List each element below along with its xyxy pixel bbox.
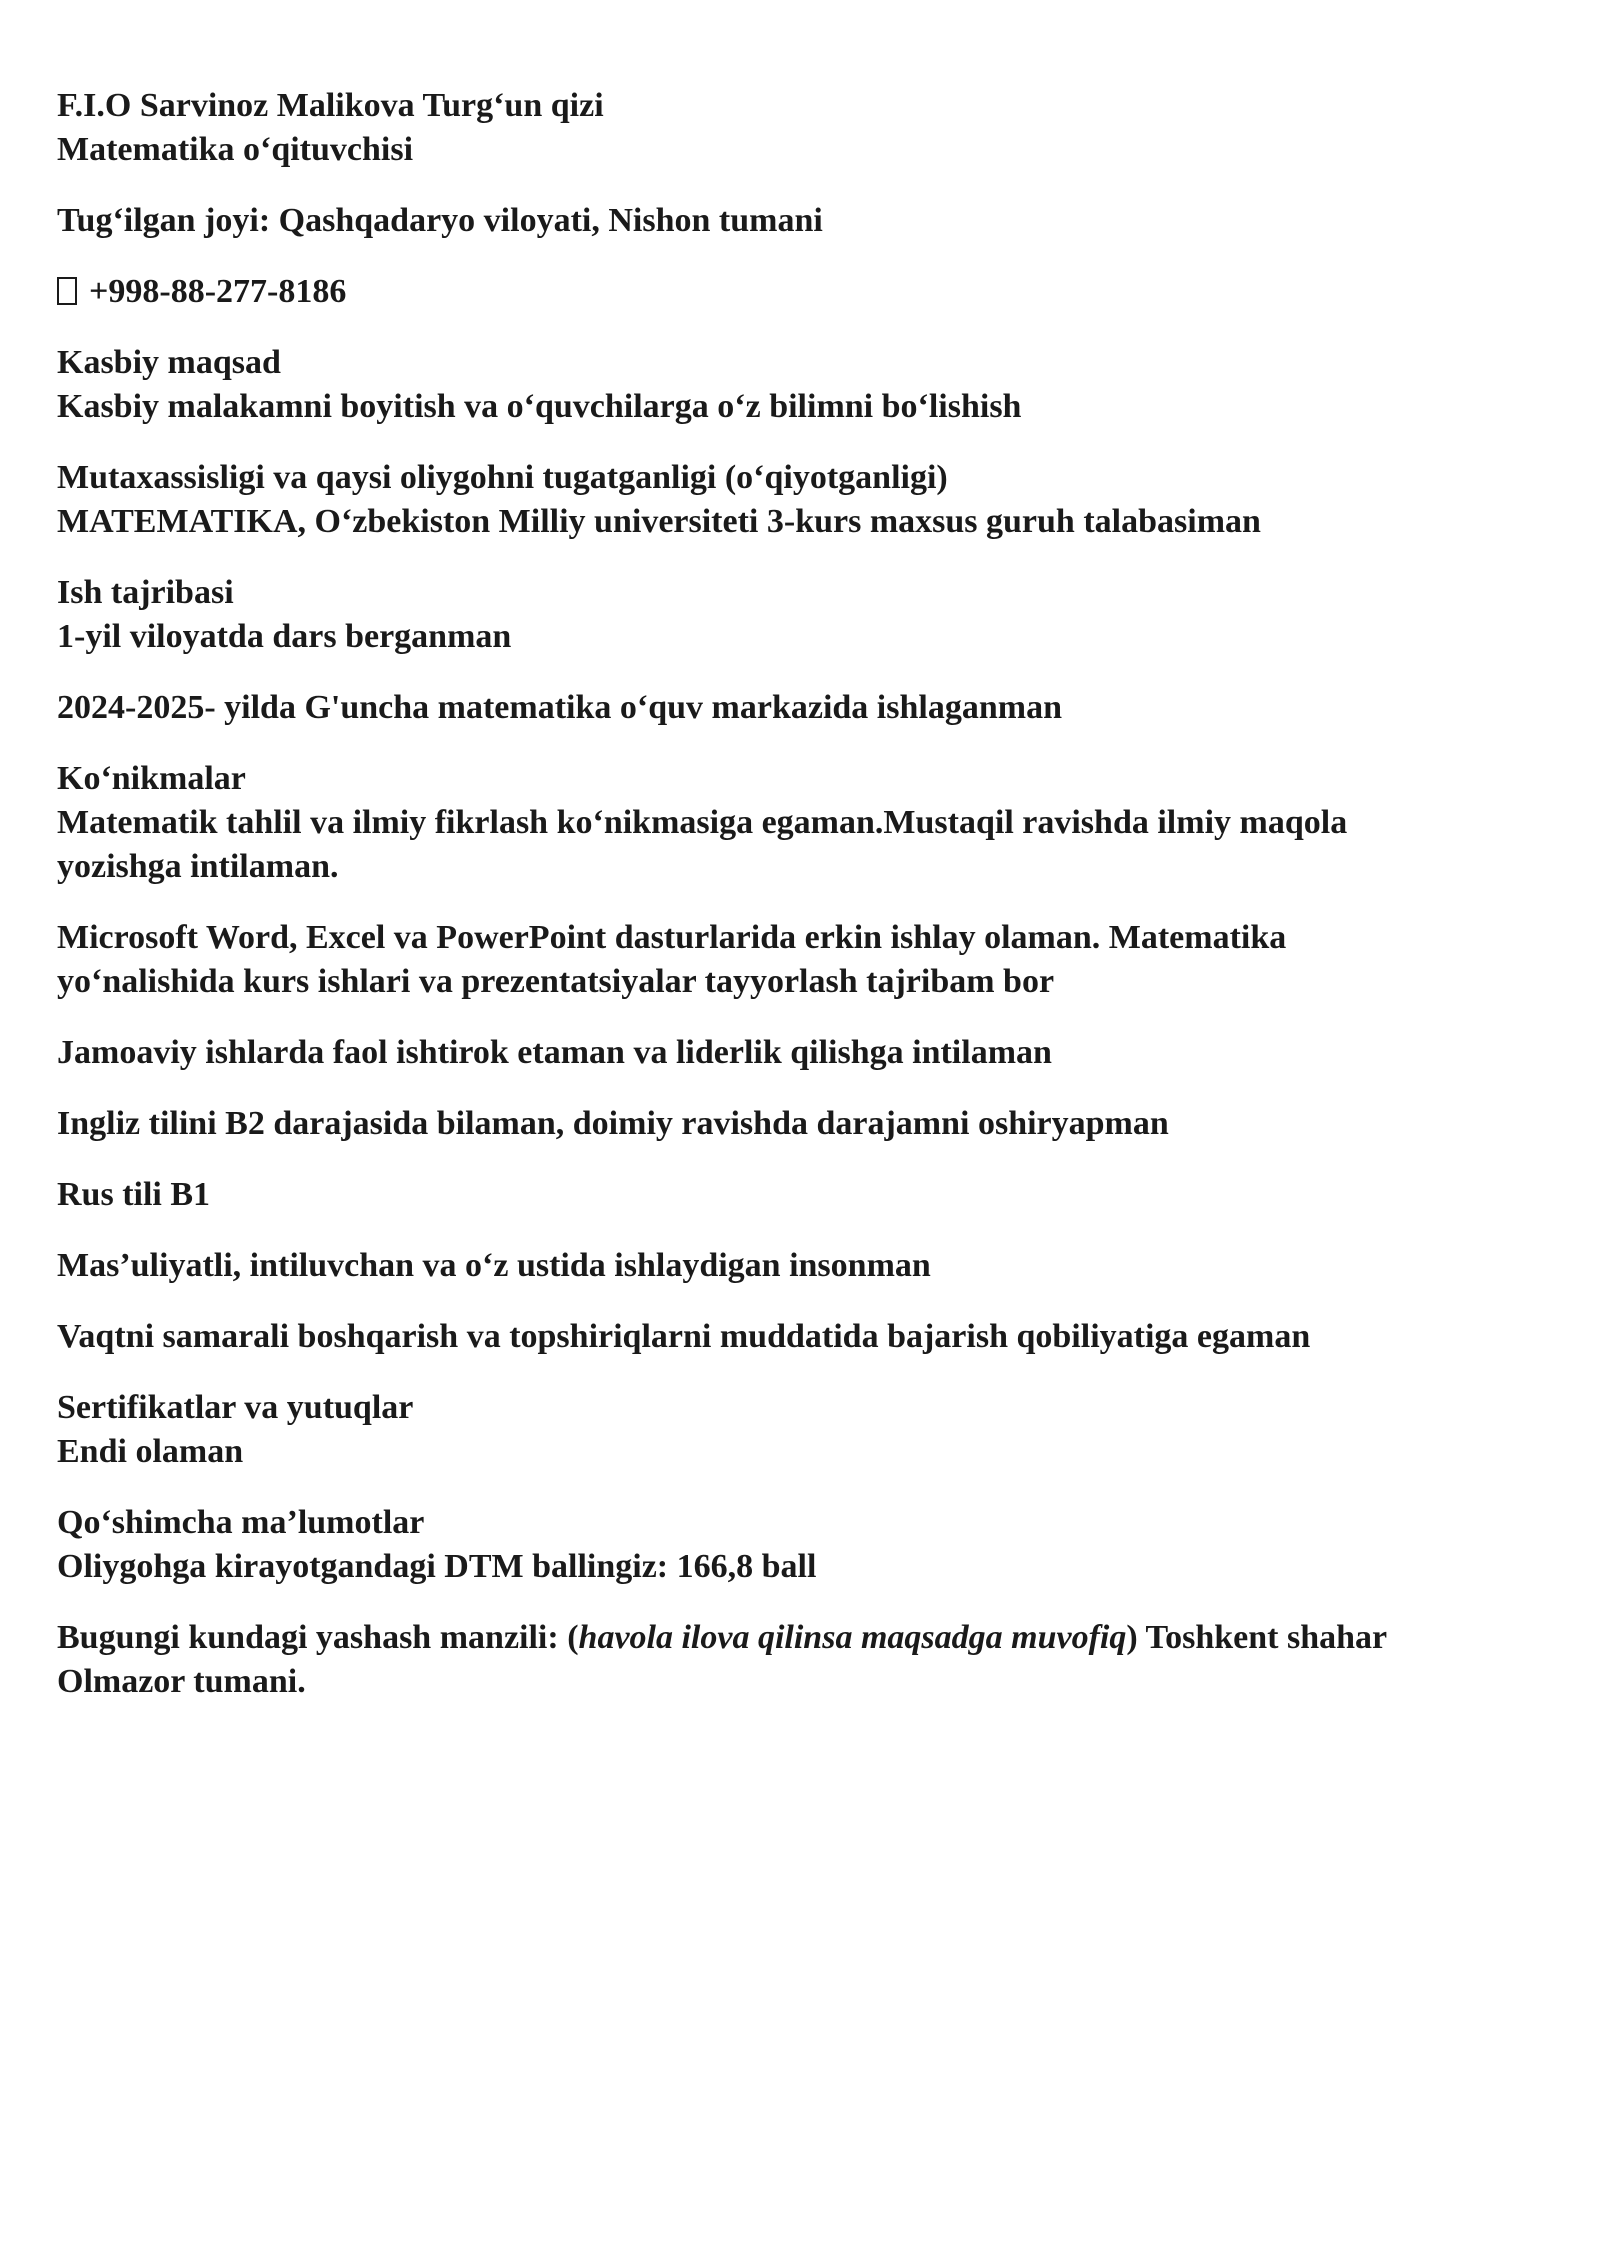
certificates-heading: Sertifikatlar va yutuqlar bbox=[57, 1389, 414, 1426]
phone-number: +998-88-277-8186 bbox=[89, 273, 347, 310]
job-title: Matematika o‘qituvchisi bbox=[57, 131, 414, 168]
certificates-text: Endi olaman bbox=[57, 1433, 244, 1470]
experience-item: 2024-2025- yilda G'uncha matematika o‘quv markazida ishlaganman bbox=[57, 689, 1062, 726]
additional-section bbox=[57, 1501, 1557, 1589]
full-name: F.I.O Sarvinoz Malikova Turg‘un qizi bbox=[57, 87, 604, 124]
experience-section bbox=[57, 571, 1557, 659]
address-value: ) Toshkent shahar bbox=[1126, 1619, 1388, 1656]
education-text: MATEMATIKA, O‘zbekiston Milliy universiteti 3-kurs maxsus guruh talabasiman bbox=[57, 503, 1261, 540]
skill-item bbox=[57, 1173, 1557, 1217]
education-section bbox=[57, 456, 1557, 544]
skills-section bbox=[57, 757, 1557, 889]
experience-item: 1-yil viloyatda dars berganman bbox=[57, 618, 512, 655]
address-section bbox=[57, 1616, 1557, 1704]
goal-text: Kasbiy malakamni boyitish va o‘quvchilarga o‘z bilimni bo‘lishish bbox=[57, 388, 1022, 425]
skill-item bbox=[57, 1102, 1557, 1146]
skill-item-line: Ingliz tilini B2 darajasida bilaman, doimiy ravishda darajamni oshiryapman bbox=[57, 1105, 1169, 1142]
address-label: Bugungi kundagi yashash manzili: ( bbox=[57, 1619, 579, 1656]
experience-extra bbox=[57, 686, 1557, 730]
additional-text: Oliygohga kirayotgandagi DTM ballingiz: 166,8 ball bbox=[57, 1548, 817, 1585]
phone-icon bbox=[57, 277, 77, 305]
skill-item-line: Mas’uliyatli, intiluvchan va o‘z ustida ishlaydigan insonman bbox=[57, 1247, 931, 1284]
address-note: havola ilova qilinsa maqsadga muvofiq bbox=[578, 1619, 1127, 1656]
resume-document bbox=[57, 84, 1557, 1731]
education-heading: Mutaxassisligi va qaysi oliygohni tugatganligi (o‘qiyotganligi) bbox=[57, 459, 948, 496]
birthplace-block bbox=[57, 199, 1557, 243]
phone-block bbox=[57, 270, 1557, 314]
skill-item-line: Matematik tahlil va ilmiy fikrlash ko‘nikmasiga egaman.Mustaqil ravishda ilmiy maqola bbox=[57, 804, 1348, 841]
skill-item bbox=[57, 1031, 1557, 1075]
skill-item-line: Jamoaviy ishlarda faol ishtirok etaman va liderlik qilishga intilaman bbox=[57, 1034, 1052, 1071]
skills-heading: Ko‘nikmalar bbox=[57, 760, 246, 797]
skill-item-line: Vaqtni samarali boshqarish va topshiriqlarni muddatida bajarish qobiliyatiga egaman bbox=[57, 1318, 1311, 1355]
skill-item-line: yo‘nalishida kurs ishlari va prezentatsiyalar tayyorlash tajribam bor bbox=[57, 963, 1055, 1000]
skill-item-line: Microsoft Word, Excel va PowerPoint dasturlarida erkin ishlay olaman. Matematika bbox=[57, 919, 1287, 956]
skill-item-line: yozishga intilaman. bbox=[57, 848, 339, 885]
skill-item bbox=[57, 1244, 1557, 1288]
experience-heading: Ish tajribasi bbox=[57, 574, 234, 611]
goal-section bbox=[57, 341, 1557, 429]
header-block bbox=[57, 84, 1557, 172]
address-line bbox=[57, 1616, 1557, 1660]
skill-item bbox=[57, 916, 1557, 1004]
certificates-section bbox=[57, 1386, 1557, 1474]
skill-item bbox=[57, 1315, 1557, 1359]
goal-heading: Kasbiy maqsad bbox=[57, 344, 281, 381]
birthplace: Tug‘ilgan joyi: Qashqadaryo viloyati, Nishon tumani bbox=[57, 202, 823, 239]
additional-heading: Qo‘shimcha ma’lumotlar bbox=[57, 1504, 425, 1541]
skill-item-line: Rus tili B1 bbox=[57, 1176, 211, 1213]
address-value-continued: Olmazor tumani. bbox=[57, 1663, 306, 1700]
